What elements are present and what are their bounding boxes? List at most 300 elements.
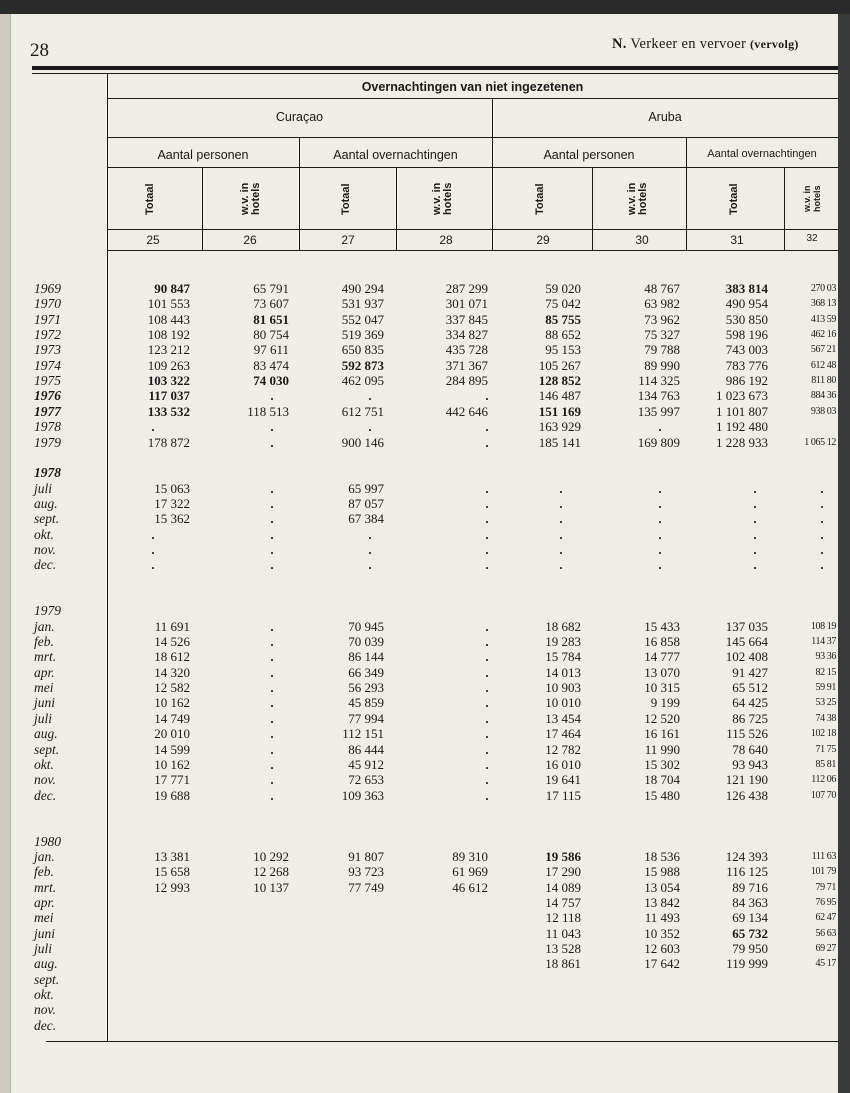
table-cell-col26: . [270, 710, 274, 726]
table-cell-col31: 743 003 [725, 342, 768, 358]
table-cell-col26: . [270, 787, 274, 803]
table-cell-col30: 16 858 [644, 634, 680, 650]
page-number: 28 [30, 40, 49, 61]
col-header-wv-30: w.v. in hotels [626, 182, 649, 216]
col-divider-26 [202, 167, 203, 250]
table-cell-col29: 14 013 [545, 664, 581, 680]
table-cell-col32: 612 48 [810, 359, 836, 371]
row-label: 1975 [34, 373, 61, 389]
row-label: apr. [34, 895, 55, 910]
table-cell-col31: 1 023 673 [716, 388, 768, 404]
table-cell-col31: . [753, 557, 757, 573]
table-cell-col27: 612 751 [341, 403, 384, 419]
table-cell-col27: 531 937 [341, 296, 384, 312]
table-cell-col25: 20 010 [154, 726, 190, 742]
row-label: mrt. [34, 649, 57, 665]
table-cell-col28: . [485, 541, 489, 557]
table-cell-col32: 76 95 [815, 897, 836, 908]
table-cell-col31: 598 196 [725, 327, 768, 343]
table-cell-col29: 15 784 [545, 649, 581, 665]
table-cell-col25: 14 749 [154, 710, 190, 726]
row-label: feb. [34, 634, 54, 650]
section-title: Verkeer en vervoer [630, 36, 747, 52]
table-cell-col30: . [658, 419, 662, 435]
row-label: 1972 [34, 327, 61, 343]
table-cell-col27: 77 994 [348, 710, 384, 726]
table-cell-col32: 270 03 [810, 283, 836, 294]
table-cell-col32: 74 38 [815, 712, 836, 724]
table-cell-col30: . [658, 526, 662, 542]
table-cell-col27: 650 835 [341, 342, 384, 358]
table-cell-col30: 73 962 [644, 311, 680, 327]
table-cell-col31: 115 526 [726, 726, 768, 742]
col-number-27: 27 [341, 233, 355, 247]
table-cell-col31: . [753, 495, 757, 511]
table-cell-col27: . [368, 388, 372, 404]
col-header-wv-28: w.v. in hotels [431, 182, 454, 216]
table-cell-col31: 1 101 807 [716, 403, 768, 419]
table-cell-col25: 108 443 [147, 311, 190, 327]
col-number-26: 26 [243, 233, 257, 247]
table-cell-col30: 134 763 [637, 388, 680, 404]
table-cell-col26: 65 791 [253, 281, 289, 296]
table-cell-col31: 65 512 [732, 680, 768, 696]
row-label: jan. [34, 618, 55, 634]
table-cell-col28: . [485, 726, 489, 742]
table-cell-col30: 13 070 [644, 664, 680, 680]
table-cell-col26: 73 607 [253, 296, 289, 312]
table-cell-col32: . [820, 480, 824, 496]
table-cell-col30: 11 990 [644, 741, 680, 757]
table-cell-col25: 14 320 [154, 664, 190, 680]
table-cell-col27: 109 363 [341, 787, 384, 803]
row-label: jan. [34, 848, 55, 864]
table-cell-col26: . [270, 557, 274, 573]
row-label: 1979 [34, 434, 61, 450]
table-cell-col31: 530 850 [725, 311, 768, 327]
row-label: 1971 [34, 311, 61, 327]
table-cell-col31: 89 716 [732, 879, 768, 895]
table-cell-col32: 101 79 [810, 866, 836, 878]
table-cell-col26: 83 474 [253, 357, 289, 373]
table-cell-col29: 12 118 [545, 910, 581, 926]
row-label: 1978 [34, 465, 61, 481]
row-label: okt. [34, 756, 54, 772]
table-cell-col29: 85 755 [545, 311, 581, 327]
table-cell-col28: . [485, 741, 489, 757]
table-cell-col31: 65 732 [732, 925, 768, 941]
table-cell-col28: . [485, 772, 489, 788]
table-cell-col25: 109 263 [147, 357, 190, 373]
row-label: aug. [34, 495, 58, 511]
row-label: dec. [34, 557, 57, 573]
table-cell-col28: 287 299 [445, 281, 488, 296]
table-cell-col30: 18 536 [644, 848, 680, 864]
table-cell-col31: 121 190 [725, 772, 768, 788]
table-cell-col29: 13 454 [545, 710, 581, 726]
table-cell-col31: 124 393 [725, 848, 768, 864]
table-cell-col32: 567 21 [810, 344, 836, 356]
table-cell-col25: 13 381 [154, 848, 190, 864]
table-cell-col27: 900 146 [341, 434, 384, 450]
table-cell-col27: 592 873 [341, 357, 384, 373]
table-cell-col25: 133 532 [147, 403, 190, 419]
table-cell-col26: . [270, 634, 274, 650]
table-cell-col29: 19 586 [545, 848, 581, 864]
table-cell-col27: 45 859 [348, 695, 384, 711]
table-cell-col29: 18 682 [545, 618, 581, 634]
table-cell-col32: 79 71 [815, 881, 836, 893]
row-label: nov. [34, 1002, 56, 1018]
table-cell-col27: 70 945 [348, 618, 384, 634]
table-cell-col29: 75 042 [545, 296, 581, 312]
row-label: aug. [34, 726, 58, 742]
table-cell-col27: . [368, 541, 372, 557]
table-cell-col32: . [820, 557, 824, 573]
table-cell-col26: . [270, 649, 274, 665]
table-cell-col31: 383 814 [725, 281, 768, 296]
table-cell-col25: 17 322 [154, 495, 190, 511]
table-cell-col32: 82 15 [815, 666, 836, 678]
table-cell-col32: 811 80 [811, 375, 836, 387]
table-cell-col26: . [270, 480, 274, 496]
table-cell-col31: 91 427 [732, 664, 768, 680]
table-cell-col32: 62 47 [815, 912, 836, 924]
table-cell-col26: 80 754 [253, 327, 289, 343]
table-cell-col28: . [485, 664, 489, 680]
table-cell-col31: 64 425 [732, 695, 768, 711]
table-cell-col28: . [485, 526, 489, 542]
table-cell-col30: 15 988 [644, 864, 680, 880]
stub-divider [107, 74, 108, 1041]
row-label: mrt. [34, 879, 57, 895]
table-cell-col32: . [820, 495, 824, 511]
table-cell-col31: 78 640 [732, 741, 768, 757]
table-cell-col29: 10 903 [545, 680, 581, 696]
table-cell-col29: . [559, 557, 563, 573]
group-divider-3 [686, 137, 687, 250]
table-cell-col32: 112 06 [811, 774, 836, 786]
table-cell-col30: 16 161 [644, 726, 680, 742]
table-cell-col25: 10 162 [154, 695, 190, 711]
table-cell-col29: 17 115 [545, 787, 581, 803]
table-cell-col26: . [270, 495, 274, 511]
aruba-header: Aruba [648, 110, 682, 124]
table-cell-col30: 114 325 [638, 373, 680, 389]
table-cell-col29: 59 020 [545, 281, 581, 296]
table-cell-col25: . [151, 526, 155, 542]
row-label: apr. [34, 664, 55, 680]
header-rule-thick [32, 66, 838, 70]
table-cell-col27: 519 369 [341, 327, 384, 343]
table-cell-col26: . [270, 664, 274, 680]
table-cell-col26: . [270, 772, 274, 788]
table-cell-col31: 86 725 [732, 710, 768, 726]
table-cell-col29: 19 641 [545, 772, 581, 788]
table-cell-col32: 938 03 [810, 405, 836, 417]
table-cell-col31: 84 363 [732, 895, 768, 910]
section-letter: N. [612, 36, 627, 52]
bottom-rule [46, 1041, 838, 1042]
table-cell-col29: 14 089 [545, 879, 581, 895]
table-cell-col31: . [753, 511, 757, 527]
table-cell-col31: 783 776 [725, 357, 768, 373]
table-cell-col27: 552 047 [341, 311, 384, 327]
table-cell-col32: 59 91 [815, 682, 836, 694]
row-label: juni [34, 695, 56, 711]
table-cell-col30: 13 054 [644, 879, 680, 895]
table-cell-col32: 107 70 [810, 789, 836, 801]
table-cell-col29: 151 169 [538, 403, 581, 419]
row-label: juli [34, 941, 53, 957]
table-cell-col27: 67 384 [348, 511, 384, 527]
table-cell-col29: . [559, 526, 563, 542]
scan-top-edge [0, 0, 850, 14]
row-label: 1969 [34, 281, 61, 296]
page-binding-edge [0, 14, 11, 1093]
table-cell-col30: 79 788 [644, 342, 680, 358]
col-header-totaal-27: Totaal [340, 183, 352, 215]
table-cell-col28: . [485, 649, 489, 665]
table-cell-col30: 63 982 [644, 296, 680, 312]
table-cell-col27: 87 057 [348, 495, 384, 511]
table-cell-col29: 16 010 [545, 756, 581, 772]
row-label: nov. [34, 541, 56, 557]
table-cell-col27: 86 444 [348, 741, 384, 757]
aruba-persons-header: Aantal personen [543, 148, 635, 162]
table-cell-col26: 10 137 [253, 879, 289, 895]
table-cell-col32: 413 59 [810, 313, 836, 325]
table-cell-col29: 11 043 [545, 925, 581, 941]
table-cell-col26: . [270, 618, 274, 634]
table-cell-col32: . [820, 541, 824, 557]
row-label: 1970 [34, 296, 61, 312]
table-cell-col30: . [658, 511, 662, 527]
table-cell-col26: 12 268 [253, 864, 289, 880]
table-cell-col29: 128 852 [538, 373, 581, 389]
table-cell-col25: 178 872 [147, 434, 190, 450]
table-cell-col30: . [658, 557, 662, 573]
row-label: sept. [34, 511, 60, 527]
row-label: dec. [34, 787, 57, 803]
row-label: mei [34, 910, 54, 926]
table-cell-col27: 66 349 [348, 664, 384, 680]
table-cell-col32: 85 81 [815, 758, 836, 770]
table-cell-col32: 45 17 [815, 958, 836, 970]
table-cell-col29: 12 782 [545, 741, 581, 757]
table-cell-col31: 116 125 [726, 864, 768, 880]
table-cell-col27: 65 997 [348, 480, 384, 496]
table-cell-col31: 93 943 [732, 756, 768, 772]
table-cell-col32: 1 065 12 [804, 436, 836, 448]
colnum-rule-top [107, 229, 838, 230]
table-cell-col31: 490 954 [725, 296, 768, 312]
table-cell-col25: 15 362 [154, 511, 190, 527]
table-cell-col31: 79 950 [732, 941, 768, 957]
row-label: 1976 [34, 388, 61, 404]
table-cell-col31: 126 438 [725, 787, 768, 803]
table-cell-col28: . [485, 419, 489, 435]
table-cell-col29: 185 141 [538, 434, 581, 450]
table-cell-col28: . [485, 634, 489, 650]
table-cell-col32: 56 63 [815, 927, 836, 939]
row-label: 1978 [34, 419, 61, 435]
table-cell-col32: 114 37 [811, 636, 836, 648]
table-cell-col30: 14 777 [644, 649, 680, 665]
col-number-25: 25 [146, 233, 160, 247]
table-cell-col26: . [270, 741, 274, 757]
table-cell-col30: . [658, 541, 662, 557]
table-cell-col29: 146 487 [538, 388, 581, 404]
table-cell-col26: 10 292 [253, 848, 289, 864]
col-header-wv-26: w.v. in hotels [239, 182, 262, 216]
table-cell-col28: 334 827 [445, 327, 488, 343]
col-divider-28 [396, 167, 397, 250]
table-cell-col29: . [559, 495, 563, 511]
table-cell-col25: 14 599 [154, 741, 190, 757]
table-cell-col26: 81 651 [253, 311, 289, 327]
table-cell-col30: . [658, 495, 662, 511]
table-cell-col25: 18 612 [154, 649, 190, 665]
table-cell-col25: 17 771 [154, 772, 190, 788]
table-cell-col30: 9 199 [650, 695, 680, 711]
table-cell-col28: . [485, 495, 489, 511]
table-cell-col29: 10 010 [545, 695, 581, 711]
table-cell-col28: . [485, 756, 489, 772]
table-cell-col30: 18 704 [644, 772, 680, 788]
table-cell-col27: 86 144 [348, 649, 384, 665]
table-cell-col29: . [559, 541, 563, 557]
table-cell-col31: 145 664 [725, 634, 768, 650]
table-cell-col25: 117 037 [148, 388, 190, 404]
table-cell-col32: 69 27 [815, 943, 836, 955]
row-label: sept. [34, 971, 60, 987]
colnum-rule-bottom [107, 250, 838, 251]
table-cell-col28: 61 969 [452, 864, 488, 880]
country-rule [107, 137, 838, 138]
table-cell-col28: . [485, 557, 489, 573]
col-header-totaal-29: Totaal [534, 183, 546, 215]
row-label: juli [34, 480, 53, 496]
table-cell-col25: 14 526 [154, 634, 190, 650]
table-cell-col26: . [270, 434, 274, 450]
table-cell-col26: . [270, 526, 274, 542]
row-label: 1973 [34, 342, 61, 358]
scan-right-edge [838, 14, 850, 1093]
table-cell-col30: 135 997 [637, 403, 680, 419]
row-label: juni [34, 925, 56, 941]
table-cell-col26: . [270, 419, 274, 435]
table-cell-col29: . [559, 511, 563, 527]
table-cell-col32: . [820, 526, 824, 542]
table-cell-col25: 101 553 [147, 296, 190, 312]
col-header-wv-32: w.v. in hotels [802, 185, 822, 213]
row-label: aug. [34, 956, 58, 972]
curacao-nights-header: Aantal overnachtingen [333, 148, 458, 162]
row-label: 1979 [34, 603, 61, 619]
col-number-30: 30 [635, 233, 649, 247]
page-title [612, 36, 799, 53]
table-cell-col28: . [485, 710, 489, 726]
table-cell-col30: 15 302 [644, 756, 680, 772]
table-cell-col25: . [151, 557, 155, 573]
row-label: 1977 [34, 403, 61, 419]
row-label: nov. [34, 772, 56, 788]
col-number-29: 29 [536, 233, 550, 247]
table-cell-col27: 72 653 [348, 772, 384, 788]
table-cell-col25: 10 162 [154, 756, 190, 772]
table-cell-col27: . [368, 526, 372, 542]
table-cell-col27: 112 151 [342, 726, 384, 742]
table-cell-col28: . [485, 680, 489, 696]
table-cell-col28: . [485, 511, 489, 527]
table-cell-col32: 368 13 [810, 298, 836, 310]
curacao-header: Curaçao [275, 110, 324, 124]
table-cell-col25: 19 688 [154, 787, 190, 803]
table-cell-col28: 284 895 [445, 373, 488, 389]
table-cell-col27: 91 807 [348, 848, 384, 864]
table-cell-col32: 884 36 [810, 390, 836, 402]
table-cell-col30: 75 327 [644, 327, 680, 343]
col-number-32: 32 [806, 233, 818, 244]
table-cell-col27: . [368, 419, 372, 435]
table-cell-col31: 69 134 [732, 910, 768, 926]
table-cell-col27: 490 294 [341, 281, 384, 296]
table-cell-col27: 56 293 [348, 680, 384, 696]
col-number-28: 28 [439, 233, 453, 247]
table-cell-col30: 12 520 [644, 710, 680, 726]
main-header-rule [107, 98, 838, 99]
table-cell-col26: . [270, 680, 274, 696]
table-cell-col30: 11 493 [644, 910, 680, 926]
col-divider-30 [592, 167, 593, 250]
table-cell-col27: 45 912 [348, 756, 384, 772]
table-cell-col26: . [270, 388, 274, 404]
table-cell-col30: 10 315 [644, 680, 680, 696]
group-divider-1 [299, 137, 300, 250]
table-cell-col30: 13 842 [644, 895, 680, 910]
table-cell-col25: 15 658 [154, 864, 190, 880]
table-cell-col25: 11 691 [154, 618, 190, 634]
table-cell-col29: 17 290 [545, 864, 581, 880]
table-cell-col30: 169 809 [637, 434, 680, 450]
table-cell-col28: 371 367 [445, 357, 488, 373]
table-cell-col29: 105 267 [538, 357, 581, 373]
table-cell-col29: 14 757 [545, 895, 581, 910]
table-cell-col30: 48 767 [644, 281, 680, 296]
col-header-totaal-25: Totaal [144, 183, 156, 215]
table-cell-col32: 71 75 [815, 743, 836, 755]
table-cell-col30: 89 990 [644, 357, 680, 373]
table-cell-col28: 337 845 [445, 311, 488, 327]
table-cell-col27: 77 749 [348, 879, 384, 895]
table-cell-col30: . [658, 480, 662, 496]
section-suffix: (vervolg) [750, 37, 799, 51]
table-cell-col30: 17 642 [644, 956, 680, 972]
group-rule [107, 167, 838, 168]
col-header-totaal-31: Totaal [728, 183, 740, 215]
header-rule-thin [32, 73, 838, 74]
col-number-31: 31 [730, 233, 744, 247]
table-cell-col31: . [753, 480, 757, 496]
table-cell-col31: 119 999 [726, 956, 768, 972]
table-cell-col28: . [485, 480, 489, 496]
row-label: mei [34, 680, 54, 696]
table-cell-col30: 15 480 [644, 787, 680, 803]
table-cell-col26: 74 030 [253, 373, 289, 389]
table-cell-col28: 435 728 [445, 342, 488, 358]
table-cell-col32: 111 63 [811, 850, 836, 862]
